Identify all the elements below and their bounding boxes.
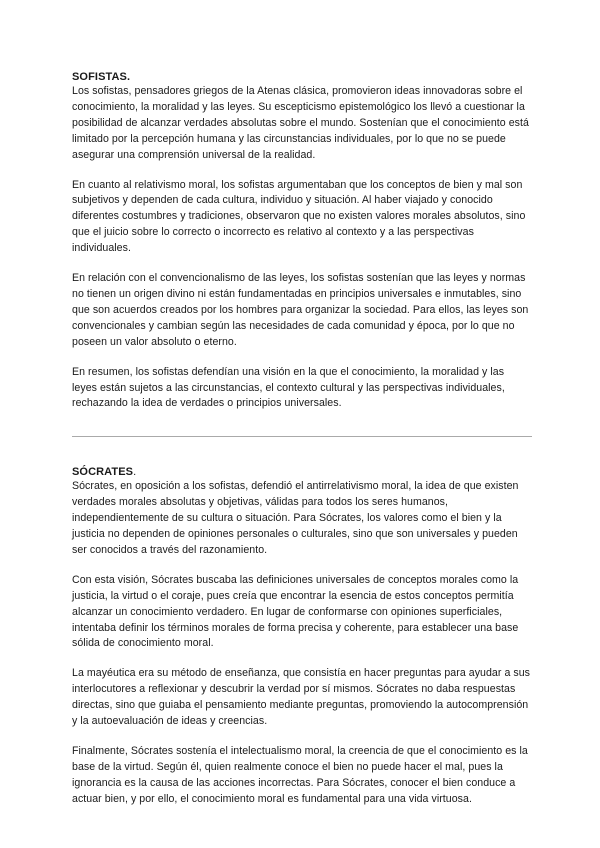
- socrates-paragraph-4: Finalmente, Sócrates sostenía el intelectualismo moral, la creencia de que el conocimiento es la base de la virtud. Según él, quien realmente conoce el bien no puede hacer el mal, pues la ignorancia es la causa de las acciones incorrectas. Para Sócrates, conocer el bien conduce a actuar bien, y por ello, el conocimiento moral es fundamental para una vida virtuosa.: [72, 745, 528, 805]
- socrates-paragraph-3: La mayéutica era su método de enseñanza, que consistía en hacer preguntas para ayudar a sus interlocutores a reflexionar y descubrir la verdad por sí mismos. Sócrates no daba respuestas directas, sino que guiaba el pensamiento mediante preguntas, promoviendo la autocomprensión y la autoevaluación de ideas y creencias.: [72, 667, 531, 728]
- sofistas-paragraph-4: En resumen, los sofistas defendían una visión en la que el conocimiento, la moralidad y las leyes están sujetos a las circunstancias, el contexto cultural y las perspectivas individuales, rechazando la idea de verdades o principios universales.: [72, 365, 505, 410]
- sofistas-paragraph-3: En relación con el convencionalismo de las leyes, los sofistas sostenían que las leyes y normas no tienen un origen divino ni están fundamentadas en principios universales e inmutables, sino que son acuerdos creados por los hombres para organizar la sociedad. Para ellos, las leyes son convencionales y cambian según las necesidades de cada comunidad y época, por lo que no poseen un valor absoluto o eterno.: [72, 272, 529, 348]
- socrates-title-text: SÓCRATES: [72, 466, 134, 479]
- socrates-paragraph-2: Con esta visión, Sócrates buscaba las definiciones universales de conceptos morales como la justicia, la virtud o el coraje, pues creía que encontrar la esencia de estos conceptos permitía alcanzar un conocimiento verdadero. En lugar de conformarse con opiniones superficiales, intentaba definir los términos morales de forma precisa y coherente, para establecer una base sólida de conocimiento moral.: [72, 573, 519, 650]
- sofistas-paragraph-2: En cuanto al relativismo moral, los sofistas argumentaban que los conceptos de bien y mal son subjetivos y dependen de cada cultura, individuo y situación. Al haber viajado y conocido diferentes costumbres y tradiciones, observaron que no existen valores morales absolutos, sino que el juicio sobre lo correcto o incorrecto es relativo al contexto y a las perspectivas individuales.: [72, 178, 526, 255]
- socrates-title-punct: .: [133, 466, 137, 479]
- document-page: [72, 70, 532, 808]
- section-title-sofistas: SOFISTAS.: [72, 71, 131, 83]
- section-title-socrates: [72, 465, 532, 479]
- socrates-paragraph-1: Sócrates, en oposición a los sofistas, defendió el antirrelativismo moral, la idea de que existen verdades morales absolutas y objetivas, válidas para todos los seres humanos, independientemente de su cultura o situación. Para Sócrates, los valores como el bien y la justicia no dependen de opiniones personales o culturales, sino que son universales y pueden ser conocidos a través del razonamiento.: [72, 480, 519, 556]
- sofistas-paragraph-1: Los sofistas, pensadores griegos de la Atenas clásica, promovieron ideas innovadoras sobre el conocimiento, la moralidad y las leyes. Su escepticismo epistemológico los llevó a cuestionar la posibilidad de alcanzar verdades absolutas sobre el mundo. Sostenían que el conocimiento está limitado por la percepción humana y las circunstancias individuales, por lo que no se puede asegurar una comprensión universal de la realidad.: [72, 85, 529, 161]
